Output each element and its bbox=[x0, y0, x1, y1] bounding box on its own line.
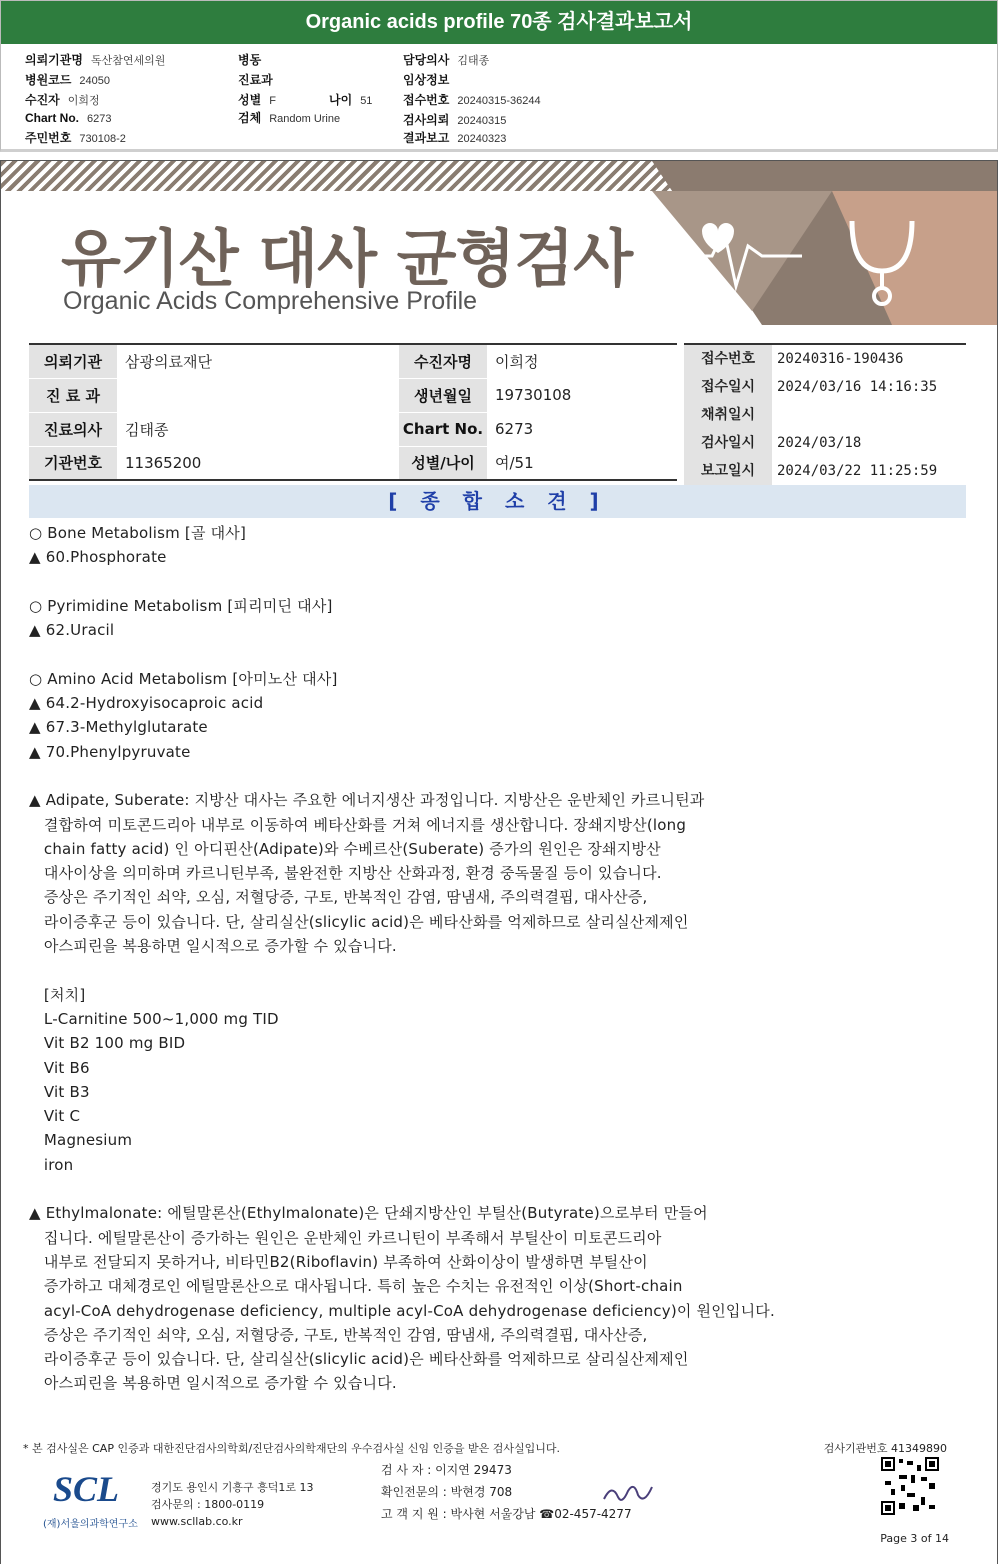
receipt-label: 접수번호 bbox=[684, 345, 772, 373]
website-link[interactable]: www.scllab.co.kr bbox=[151, 1515, 243, 1528]
top-field-label: 의뢰기관명 bbox=[25, 53, 83, 67]
receipt-value: 2024/03/22 11:25:59 bbox=[777, 463, 938, 479]
receipt-info-table bbox=[684, 343, 966, 487]
top-field bbox=[403, 51, 489, 68]
top-field bbox=[403, 111, 506, 128]
top-field-value: 24050 bbox=[79, 75, 110, 87]
address-line: 경기도 용인시 기흥구 흥덕1로 13 bbox=[151, 1481, 314, 1494]
info-value: 여/51 bbox=[495, 454, 534, 473]
signature-mark bbox=[599, 1479, 659, 1509]
summary-line: ▲ 60.Phosphorate bbox=[29, 548, 167, 567]
top-field-label: 진료과 bbox=[238, 73, 273, 87]
receipt-label: 접수일시 bbox=[684, 373, 772, 401]
top-field bbox=[403, 91, 541, 108]
summary-line: 집니다. 에틸말론산이 증가하는 원인은 운반체인 카르니틴이 부족해서 부틸산이 미토콘드리아 bbox=[29, 1228, 662, 1247]
top-field-value: 6273 bbox=[87, 113, 112, 125]
info-label: 생년월일 bbox=[399, 378, 487, 412]
summary-title: [ 종 합 소 견 ] bbox=[29, 485, 966, 518]
summary-line bbox=[29, 570, 969, 594]
info-value: 이희정 bbox=[495, 352, 539, 371]
top-field-value: 이희정 bbox=[67, 95, 100, 107]
header-graphic bbox=[652, 161, 997, 325]
summary-line: ▲ Adipate, Suberate: 지방산 대사는 주요한 에너지생산 과정입니다. 지방산은 운반체인 카르니틴과 bbox=[29, 791, 705, 810]
top-field-label: 주민번호 bbox=[25, 131, 72, 145]
receipt-row bbox=[684, 457, 966, 485]
summary-line: 증가하고 대체경로인 에틸말론산으로 대사됩니다. 특히 높은 수치는 유전적인 이상(Short-chain bbox=[29, 1277, 683, 1296]
summary-line: ▲ 67.3-Methylglutarate bbox=[29, 718, 208, 737]
top-field bbox=[238, 51, 269, 68]
summary-line: chain fatty acid) 인 아디핀산(Adipate)와 수베르산(Suberate) 증가의 원인은 장쇄지방산 bbox=[29, 839, 661, 858]
top-field bbox=[403, 129, 506, 146]
info-value: 19730108 bbox=[495, 386, 572, 404]
top-field-label: 나이 bbox=[329, 93, 353, 107]
top-field bbox=[25, 111, 111, 125]
scl-logo: SCL bbox=[53, 1469, 120, 1509]
info-value: 김태종 bbox=[125, 420, 169, 439]
report-page bbox=[0, 160, 998, 1564]
summary-line: ○ Pyrimidine Metabolism [피리미딘 대사] bbox=[29, 596, 333, 615]
summary-line: ○ Amino Acid Metabolism [아미노산 대사] bbox=[29, 669, 338, 688]
receipt-row bbox=[684, 345, 966, 373]
summary-line: Vit B3 bbox=[29, 1082, 90, 1101]
summary-line: 결합하여 미토콘드리아 내부로 이동하여 베타산화를 거쳐 에너지를 생산합니다. 장쇄지방산(long bbox=[29, 815, 687, 834]
scl-org-name: (재)서울의과학연구소 bbox=[43, 1519, 138, 1530]
top-field bbox=[25, 91, 100, 108]
info-label: Chart No. bbox=[399, 412, 487, 446]
summary-line: 증상은 주기적인 쇠약, 오심, 저혈당증, 구토, 반복적인 감염, 땀냄새, 주의력결핍, 대사산증, bbox=[29, 1325, 648, 1344]
top-field bbox=[238, 71, 281, 88]
top-field-label: 성별 bbox=[238, 93, 262, 107]
summary-line bbox=[29, 764, 969, 788]
top-field-value: 김태종 bbox=[457, 55, 490, 67]
title-korean: 유기산 대사 균형검사 bbox=[61, 222, 633, 295]
summary-line: Vit B6 bbox=[29, 1058, 90, 1077]
top-field-label: Chart No. bbox=[25, 111, 79, 125]
receipt-row bbox=[684, 373, 966, 401]
receipt-row bbox=[684, 429, 966, 457]
summary-line: iron bbox=[29, 1155, 74, 1174]
staff-info bbox=[381, 1459, 632, 1525]
info-label: 성별/나이 bbox=[399, 446, 487, 480]
receipt-label: 보고일시 bbox=[684, 457, 772, 485]
phone-line: 검사문의 : 1800-0119 bbox=[151, 1498, 265, 1511]
info-value: 삼광의료재단 bbox=[125, 352, 212, 371]
support-line: 고 객 지 원 : 박사현 서울강남 ☎02-457-4277 bbox=[381, 1507, 632, 1521]
info-label: 의뢰기관 bbox=[29, 344, 117, 378]
receipt-label: 검사일시 bbox=[684, 429, 772, 457]
institution-number: 검사기관번호 41349890 bbox=[823, 1442, 947, 1455]
receipt-label: 채취일시 bbox=[684, 401, 772, 429]
summary-line: ▲ 64.2-Hydroxyisocaproic acid bbox=[29, 694, 264, 713]
top-field bbox=[329, 91, 372, 108]
hatch-banner bbox=[1, 161, 701, 191]
top-field-value: F bbox=[269, 95, 276, 107]
info-value: 6273 bbox=[495, 420, 534, 438]
top-field-value: 730108-2 bbox=[79, 133, 126, 145]
tester-line: 검 사 자 : 이지연 29473 bbox=[381, 1463, 512, 1477]
summary-line: 아스피린을 복용하면 일시적으로 증가할 수 있습니다. bbox=[29, 1374, 397, 1393]
top-field-label: 검사의뢰 bbox=[403, 113, 450, 127]
top-field bbox=[238, 109, 340, 126]
report-title: Organic acids profile 70종 검사결과보고서 bbox=[1, 1, 997, 44]
summary-line: 라이증후군 등이 있습니다. 단, 살리실산(slicylic acid)은 베타산화를 억제하므로 살리실산제제인 bbox=[29, 1350, 689, 1369]
top-field-label: 담당의사 bbox=[403, 53, 450, 67]
receipt-row bbox=[684, 401, 966, 429]
top-field-label: 병원코드 bbox=[25, 73, 72, 87]
info-label: 진료의사 bbox=[29, 412, 117, 446]
summary-line: 내부로 전달되지 못하거나, 비타민B2(Riboflavin) 부족하여 산화이상이 발생하면 부틸산이 bbox=[29, 1252, 648, 1271]
top-field-label: 결과보고 bbox=[403, 131, 450, 145]
patient-info-table bbox=[29, 343, 677, 481]
info-label: 진 료 과 bbox=[29, 378, 117, 412]
info-value: 11365200 bbox=[125, 453, 202, 472]
info-value bbox=[117, 378, 399, 412]
report-top-bar bbox=[0, 0, 998, 152]
summary-line: ▲ 62.Uracil bbox=[29, 621, 115, 640]
top-field-value: 독산참연세의원 bbox=[90, 55, 166, 67]
summary-line: ▲ Ethylmalonate: 에틸말론산(Ethylmalonate)은 단쇄지방산인 부틸산(Butyrate)으로부터 만들어 bbox=[29, 1204, 708, 1223]
page-number: Page 3 of 14 bbox=[880, 1532, 949, 1545]
top-field-label: 수진자 bbox=[25, 93, 60, 107]
summary-line bbox=[29, 958, 969, 982]
top-field-value: 20240315 bbox=[457, 115, 507, 127]
summary-line: L-Carnitine 500~1,000 mg TID bbox=[29, 1009, 279, 1028]
top-field bbox=[25, 129, 126, 146]
summary-line: acyl-CoA dehydrogenase deficiency, multiple acyl-CoA dehydrogenase deficiency)이 원인입니다. bbox=[29, 1301, 775, 1320]
summary-line: Magnesium bbox=[29, 1131, 133, 1150]
top-field-value: 51 bbox=[360, 95, 373, 107]
receipt-value: 20240316-190436 bbox=[777, 351, 904, 367]
top-field bbox=[25, 51, 165, 68]
summary-line: 증상은 주기적인 쇠약, 오심, 저혈당증, 구토, 반복적인 감염, 땀냄새, 주의력결핍, 대사산증, bbox=[29, 888, 648, 907]
info-label: 수진자명 bbox=[399, 344, 487, 378]
summary-line: 라이증후군 등이 있습니다. 단, 살리실산(slicylic acid)은 베타산화를 억제하므로 살리실산제제인 bbox=[29, 912, 689, 931]
top-field bbox=[238, 91, 276, 108]
top-field bbox=[403, 71, 457, 88]
summary-line: ▲ 70.Phenylpyruvate bbox=[29, 742, 191, 761]
summary-line bbox=[29, 1177, 969, 1201]
receipt-value: 2024/03/18 bbox=[777, 435, 862, 451]
reviewer-line: 확인전문의 : 박현경 708 bbox=[381, 1485, 513, 1499]
summary-body bbox=[29, 521, 969, 1396]
summary-line: 대사이상을 의미하며 카르니틴부족, 불완전한 지방산 산화과정, 환경 중독물질 등이 있습니다. bbox=[29, 864, 662, 883]
top-field-label: 병동 bbox=[238, 53, 262, 67]
title-english: Organic Acids Comprehensive Profile bbox=[63, 287, 478, 315]
top-field-value: Random Urine bbox=[269, 113, 341, 125]
summary-line: Vit B2 100 mg BID bbox=[29, 1034, 186, 1053]
summary-line: Vit C bbox=[29, 1107, 81, 1126]
receipt-value: 2024/03/16 14:16:35 bbox=[777, 379, 938, 395]
summary-line bbox=[29, 642, 969, 666]
top-field-label: 임상정보 bbox=[403, 73, 450, 87]
top-field-label: 검체 bbox=[238, 111, 262, 125]
summary-line: 아스피린을 복용하면 일시적으로 증가할 수 있습니다. bbox=[29, 937, 397, 956]
summary-line: [처치] bbox=[29, 985, 86, 1004]
qr-code-icon bbox=[881, 1457, 939, 1515]
summary-line: ○ Bone Metabolism [골 대사] bbox=[29, 524, 247, 542]
lab-address bbox=[151, 1479, 314, 1530]
top-field-label: 접수번호 bbox=[403, 93, 450, 107]
top-field bbox=[25, 71, 110, 88]
top-field-value: 20240323 bbox=[457, 133, 507, 145]
top-field-value: 20240315-36244 bbox=[457, 95, 541, 107]
footer-note: * 본 검사실은 CAP 인증과 대한진단검사의학회/진단검사의학재단의 우수검사실 신임 인증을 받은 검사실입니다. bbox=[23, 1442, 561, 1455]
info-label: 기관번호 bbox=[29, 446, 117, 480]
